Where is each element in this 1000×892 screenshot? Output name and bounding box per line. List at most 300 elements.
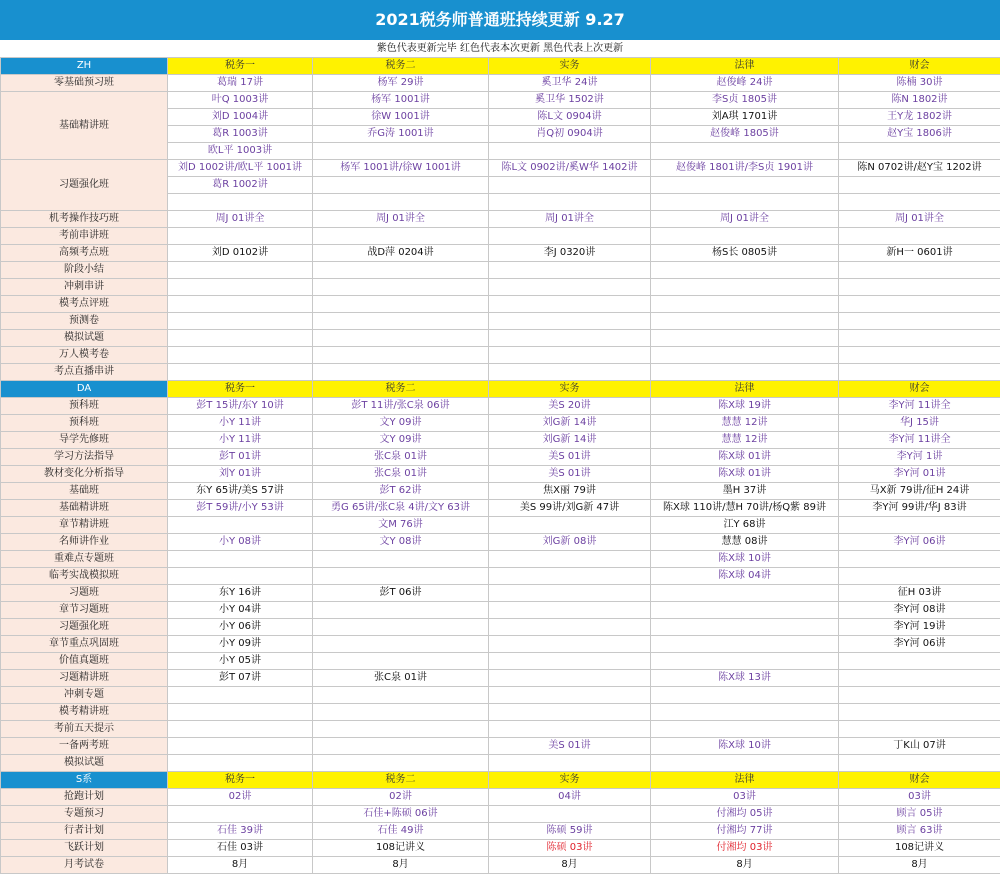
table-cell: 征H 03讲 bbox=[839, 585, 1000, 602]
table-cell: 赵俊峰 1805讲 bbox=[651, 126, 839, 143]
table-cell: 东Y 16讲 bbox=[168, 585, 313, 602]
table-cell bbox=[651, 279, 839, 296]
table-cell bbox=[313, 704, 489, 721]
row-label: 预科班 bbox=[1, 398, 168, 415]
table-cell: 马X新 79讲/征H 24讲 bbox=[839, 483, 1000, 500]
table-cell: 赵Y宝 1806讲 bbox=[839, 126, 1000, 143]
table-row bbox=[1, 823, 1000, 840]
table-row bbox=[1, 653, 1000, 670]
table-cell: 慧慧 12讲 bbox=[651, 415, 839, 432]
table-cell: 03讲 bbox=[651, 789, 839, 806]
table-cell: 张C泉 01讲 bbox=[313, 670, 489, 687]
table-cell bbox=[489, 704, 651, 721]
table-cell: 刘G新 14讲 bbox=[489, 415, 651, 432]
table-cell bbox=[651, 687, 839, 704]
table-cell bbox=[489, 177, 651, 194]
table-cell: 赵俊峰 24讲 bbox=[651, 75, 839, 92]
table-cell bbox=[168, 755, 313, 772]
table-cell: 美S 01讲 bbox=[489, 449, 651, 466]
row-label: 考前串讲班 bbox=[1, 228, 168, 245]
table-row bbox=[1, 857, 1000, 874]
table-cell bbox=[839, 653, 1000, 670]
table-cell: 陈X球 01讲 bbox=[651, 449, 839, 466]
table-cell: 8月 bbox=[313, 857, 489, 874]
row-label: 基础班 bbox=[1, 483, 168, 500]
table-cell bbox=[839, 568, 1000, 585]
table-cell bbox=[839, 262, 1000, 279]
table-cell bbox=[839, 670, 1000, 687]
table-cell: 陈楠 30讲 bbox=[839, 75, 1000, 92]
row-label: 章节重点巩固班 bbox=[1, 636, 168, 653]
table-cell: 8月 bbox=[839, 857, 1000, 874]
table-cell: 陈X球 19讲 bbox=[651, 398, 839, 415]
table-cell bbox=[489, 687, 651, 704]
table-cell: 墨H 37讲 bbox=[651, 483, 839, 500]
table-cell: 文Y 09讲 bbox=[313, 415, 489, 432]
table-cell: 刘D 1004讲 bbox=[168, 109, 313, 126]
table-cell bbox=[168, 721, 313, 738]
table-row bbox=[1, 415, 1000, 432]
table-cell: 周J 01讲全 bbox=[489, 211, 651, 228]
table-cell: 张C泉 01讲 bbox=[313, 449, 489, 466]
table-cell bbox=[168, 738, 313, 755]
table-cell bbox=[168, 330, 313, 347]
table-cell: 彭T 15讲/东Y 10讲 bbox=[168, 398, 313, 415]
table-cell: 彭T 59讲/小Y 53讲 bbox=[168, 500, 313, 517]
row-label: 万人模考卷 bbox=[1, 347, 168, 364]
table-cell bbox=[489, 194, 651, 211]
table-cell: 徐W 1001讲 bbox=[313, 109, 489, 126]
table-cell: 陈X球 01讲 bbox=[651, 466, 839, 483]
table-cell bbox=[313, 143, 489, 160]
table-cell bbox=[313, 313, 489, 330]
row-label: 导学先修班 bbox=[1, 432, 168, 449]
table-cell bbox=[313, 364, 489, 381]
table-cell bbox=[489, 568, 651, 585]
table-cell bbox=[839, 347, 1000, 364]
table-cell bbox=[313, 738, 489, 755]
table-row bbox=[1, 75, 1000, 92]
table-cell bbox=[313, 568, 489, 585]
col-header: 法律 bbox=[651, 58, 839, 75]
table-row bbox=[1, 789, 1000, 806]
table-cell: 付湘均 77讲 bbox=[651, 823, 839, 840]
table-cell: 李Y河 06讲 bbox=[839, 534, 1000, 551]
table-cell bbox=[651, 636, 839, 653]
table-cell: 石佳 39讲 bbox=[168, 823, 313, 840]
table-cell bbox=[839, 704, 1000, 721]
col-header: 税务一 bbox=[168, 772, 313, 789]
table-cell: 刘Y 01讲 bbox=[168, 466, 313, 483]
row-label: 飞跃计划 bbox=[1, 840, 168, 857]
table-cell: 慧慧 08讲 bbox=[651, 534, 839, 551]
table-row bbox=[1, 483, 1000, 500]
col-header: 税务二 bbox=[313, 772, 489, 789]
table-cell bbox=[489, 619, 651, 636]
table-row bbox=[1, 262, 1000, 279]
table-cell: 叶Q 1003讲 bbox=[168, 92, 313, 109]
table-cell bbox=[651, 721, 839, 738]
table-cell bbox=[651, 704, 839, 721]
table-cell: 陈X球 10讲 bbox=[651, 551, 839, 568]
table-cell: 葛R 1003讲 bbox=[168, 126, 313, 143]
table-cell: 小Y 11讲 bbox=[168, 415, 313, 432]
table-cell bbox=[168, 296, 313, 313]
table-cell bbox=[313, 347, 489, 364]
row-label: 习题强化班 bbox=[1, 160, 168, 211]
table-cell bbox=[489, 636, 651, 653]
table-cell bbox=[651, 755, 839, 772]
table-cell: 小Y 06讲 bbox=[168, 619, 313, 636]
table-cell bbox=[489, 330, 651, 347]
table-cell: 小Y 08讲 bbox=[168, 534, 313, 551]
table-row bbox=[1, 534, 1000, 551]
table-cell: 小Y 04讲 bbox=[168, 602, 313, 619]
table-cell bbox=[489, 143, 651, 160]
table-cell: 8月 bbox=[651, 857, 839, 874]
table-cell: 彭T 11讲/张C泉 06讲 bbox=[313, 398, 489, 415]
row-label: 抢跑计划 bbox=[1, 789, 168, 806]
col-header: 法律 bbox=[651, 772, 839, 789]
table-cell bbox=[839, 228, 1000, 245]
col-header: 税务二 bbox=[313, 381, 489, 398]
table-row bbox=[1, 279, 1000, 296]
table-cell bbox=[489, 364, 651, 381]
table-cell: 葛R 1002讲 bbox=[168, 177, 313, 194]
row-label: 预科班 bbox=[1, 415, 168, 432]
table-cell bbox=[651, 177, 839, 194]
table-row bbox=[1, 160, 1000, 177]
table-cell: 杨S长 0805讲 bbox=[651, 245, 839, 262]
table-row bbox=[1, 500, 1000, 517]
table-row bbox=[1, 704, 1000, 721]
row-label: 预测卷 bbox=[1, 313, 168, 330]
table-cell: 江Y 68讲 bbox=[651, 517, 839, 534]
table-row bbox=[1, 211, 1000, 228]
table-cell bbox=[489, 228, 651, 245]
table-cell: 02讲 bbox=[168, 789, 313, 806]
zh-header-row bbox=[1, 58, 1000, 75]
table-row bbox=[1, 398, 1000, 415]
table-cell bbox=[313, 551, 489, 568]
row-label: 模考点评班 bbox=[1, 296, 168, 313]
table-cell: 彭T 62讲 bbox=[313, 483, 489, 500]
table-row bbox=[1, 449, 1000, 466]
sk-header-row bbox=[1, 772, 1000, 789]
row-label: 考前五天提示 bbox=[1, 721, 168, 738]
table-cell: 陈硕 03讲 bbox=[489, 840, 651, 857]
table-cell: 李S贞 1805讲 bbox=[651, 92, 839, 109]
table-cell: 石佳 03讲 bbox=[168, 840, 313, 857]
table-cell bbox=[489, 755, 651, 772]
row-label: 习题强化班 bbox=[1, 619, 168, 636]
table-cell: 勇G 65讲/张C泉 4讲/文Y 63讲 bbox=[313, 500, 489, 517]
row-label: 名师讲作业 bbox=[1, 534, 168, 551]
table-cell bbox=[839, 143, 1000, 160]
color-legend: 紫色代表更新完毕 红色代表本次更新 黑色代表上次更新 bbox=[0, 40, 1000, 58]
table-cell bbox=[839, 296, 1000, 313]
table-cell: 石佳+陈硕 06讲 bbox=[313, 806, 489, 823]
row-label: 专题预习 bbox=[1, 806, 168, 823]
table-cell bbox=[168, 194, 313, 211]
row-label: 章节精讲班 bbox=[1, 517, 168, 534]
table-cell: 葛瑞 17讲 bbox=[168, 75, 313, 92]
table-cell: 东Y 65讲/美S 57讲 bbox=[168, 483, 313, 500]
row-label: 习题精讲班 bbox=[1, 670, 168, 687]
table-cell: 周J 01讲全 bbox=[839, 211, 1000, 228]
table-cell bbox=[168, 364, 313, 381]
col-header: 财会 bbox=[839, 381, 1000, 398]
table-row bbox=[1, 228, 1000, 245]
table-cell: 杨军 1001讲 bbox=[313, 92, 489, 109]
col-header: 税务一 bbox=[168, 58, 313, 75]
row-label: 机考操作技巧班 bbox=[1, 211, 168, 228]
table-cell bbox=[839, 551, 1000, 568]
table-cell bbox=[651, 330, 839, 347]
table-cell bbox=[313, 296, 489, 313]
table-cell: 付湘均 03讲 bbox=[651, 840, 839, 857]
table-cell bbox=[168, 347, 313, 364]
table-row bbox=[1, 432, 1000, 449]
table-cell: 欧L平 1003讲 bbox=[168, 143, 313, 160]
table-row bbox=[1, 721, 1000, 738]
table-cell bbox=[489, 602, 651, 619]
table-cell bbox=[168, 806, 313, 823]
table-cell bbox=[839, 687, 1000, 704]
table-cell: 李Y河 08讲 bbox=[839, 602, 1000, 619]
table-cell bbox=[168, 279, 313, 296]
table-row bbox=[1, 806, 1000, 823]
table-row bbox=[1, 755, 1000, 772]
row-label: 习题班 bbox=[1, 585, 168, 602]
row-label: 基础精讲班 bbox=[1, 500, 168, 517]
table-cell bbox=[313, 228, 489, 245]
table-cell: 彭T 06讲 bbox=[313, 585, 489, 602]
table-cell bbox=[489, 347, 651, 364]
table-cell bbox=[839, 279, 1000, 296]
section-label-sk: S系 bbox=[1, 772, 168, 789]
table-cell bbox=[651, 347, 839, 364]
table-cell: 杨军 1001讲/徐W 1001讲 bbox=[313, 160, 489, 177]
table-cell: 陈X球 110讲/慧H 70讲/杨Q紫 89讲 bbox=[651, 500, 839, 517]
table-cell: 顾言 63讲 bbox=[839, 823, 1000, 840]
table-cell: 张C泉 01讲 bbox=[313, 466, 489, 483]
table-cell: 陈X球 10讲 bbox=[651, 738, 839, 755]
table-cell: 陈L文 0904讲 bbox=[489, 109, 651, 126]
table-cell bbox=[839, 755, 1000, 772]
table-cell bbox=[313, 619, 489, 636]
row-label: 模考精讲班 bbox=[1, 704, 168, 721]
table-cell: 丁K山 07讲 bbox=[839, 738, 1000, 755]
table-cell bbox=[313, 687, 489, 704]
table-row bbox=[1, 585, 1000, 602]
table-cell: 文Y 08讲 bbox=[313, 534, 489, 551]
table-cell bbox=[839, 364, 1000, 381]
table-cell bbox=[489, 653, 651, 670]
table-cell bbox=[313, 636, 489, 653]
table-cell bbox=[651, 262, 839, 279]
table-cell: 李Y河 1讲 bbox=[839, 449, 1000, 466]
table-cell: 陈X球 04讲 bbox=[651, 568, 839, 585]
table-cell bbox=[313, 330, 489, 347]
table-cell: 周J 01讲全 bbox=[651, 211, 839, 228]
row-label: 模拟试题 bbox=[1, 330, 168, 347]
table-cell bbox=[651, 296, 839, 313]
table-cell bbox=[168, 687, 313, 704]
table-cell bbox=[839, 194, 1000, 211]
table-cell: 小Y 11讲 bbox=[168, 432, 313, 449]
row-label: 考点直播串讲 bbox=[1, 364, 168, 381]
table-cell bbox=[313, 653, 489, 670]
table-cell: 杨军 29讲 bbox=[313, 75, 489, 92]
table-cell: 108记讲义 bbox=[839, 840, 1000, 857]
table-cell bbox=[651, 653, 839, 670]
row-label: 章节习题班 bbox=[1, 602, 168, 619]
col-header: 实务 bbox=[489, 772, 651, 789]
table-cell: 刘A琪 1701讲 bbox=[651, 109, 839, 126]
table-row bbox=[1, 347, 1000, 364]
table-cell bbox=[839, 313, 1000, 330]
table-cell: 02讲 bbox=[313, 789, 489, 806]
table-cell bbox=[168, 704, 313, 721]
table-cell: 8月 bbox=[489, 857, 651, 874]
col-header: 财会 bbox=[839, 772, 1000, 789]
table-cell bbox=[313, 755, 489, 772]
table-cell bbox=[489, 806, 651, 823]
table-cell: 焦X丽 79讲 bbox=[489, 483, 651, 500]
table-cell bbox=[651, 602, 839, 619]
table-cell: 新H一 0601讲 bbox=[839, 245, 1000, 262]
table-cell: 慧慧 12讲 bbox=[651, 432, 839, 449]
table-row bbox=[1, 840, 1000, 857]
table-cell bbox=[489, 279, 651, 296]
table-cell bbox=[168, 568, 313, 585]
table-cell: 刘G新 08讲 bbox=[489, 534, 651, 551]
table-cell: 美S 01讲 bbox=[489, 738, 651, 755]
table-row bbox=[1, 551, 1000, 568]
table-cell bbox=[313, 721, 489, 738]
table-cell: 李Y河 11讲全 bbox=[839, 432, 1000, 449]
table-cell: 陈X球 13讲 bbox=[651, 670, 839, 687]
table-cell: 陈N 0702讲/赵Y宝 1202讲 bbox=[839, 160, 1000, 177]
table-cell bbox=[839, 177, 1000, 194]
col-header: 法律 bbox=[651, 381, 839, 398]
section-label-zh: ZH bbox=[1, 58, 168, 75]
row-label: 模拟试题 bbox=[1, 755, 168, 772]
table-cell bbox=[651, 585, 839, 602]
table-cell bbox=[168, 313, 313, 330]
table-cell bbox=[313, 602, 489, 619]
row-label: 一备两考班 bbox=[1, 738, 168, 755]
table-cell: 战D萍 0204讲 bbox=[313, 245, 489, 262]
row-label: 重难点专题班 bbox=[1, 551, 168, 568]
table-cell: 李J 0320讲 bbox=[489, 245, 651, 262]
table-cell bbox=[489, 296, 651, 313]
col-header: 实务 bbox=[489, 381, 651, 398]
table-cell: 李Y河 06讲 bbox=[839, 636, 1000, 653]
table-cell: 04讲 bbox=[489, 789, 651, 806]
table-cell bbox=[489, 585, 651, 602]
table-cell bbox=[651, 313, 839, 330]
row-label: 冲刺串讲 bbox=[1, 279, 168, 296]
table-cell bbox=[489, 721, 651, 738]
table-row bbox=[1, 602, 1000, 619]
table-row bbox=[1, 517, 1000, 534]
row-label: 临考实战模拟班 bbox=[1, 568, 168, 585]
table-cell: 石佳 49讲 bbox=[313, 823, 489, 840]
table-cell: 王Y龙 1802讲 bbox=[839, 109, 1000, 126]
row-label: 基础精讲班 bbox=[1, 92, 168, 160]
row-label: 阶段小结 bbox=[1, 262, 168, 279]
col-header: 税务二 bbox=[313, 58, 489, 75]
table-cell bbox=[839, 517, 1000, 534]
table-cell: 彭T 01讲 bbox=[168, 449, 313, 466]
table-cell bbox=[489, 262, 651, 279]
row-label: 冲刺专题 bbox=[1, 687, 168, 704]
table-cell: 李Y河 11讲全 bbox=[839, 398, 1000, 415]
table-cell: 文M 76讲 bbox=[313, 517, 489, 534]
row-label: 月考试卷 bbox=[1, 857, 168, 874]
table-cell bbox=[651, 619, 839, 636]
section-label-da: DA bbox=[1, 381, 168, 398]
table-cell: 刘D 1002讲/欧L平 1001讲 bbox=[168, 160, 313, 177]
table-cell: 李Y河 01讲 bbox=[839, 466, 1000, 483]
table-cell: 文Y 09讲 bbox=[313, 432, 489, 449]
table-cell: 陈N 1802讲 bbox=[839, 92, 1000, 109]
table-row bbox=[1, 568, 1000, 585]
row-label: 价值真题班 bbox=[1, 653, 168, 670]
table-cell: 彭T 07讲 bbox=[168, 670, 313, 687]
col-header: 财会 bbox=[839, 58, 1000, 75]
col-header: 税务一 bbox=[168, 381, 313, 398]
table-cell: 刘G新 14讲 bbox=[489, 432, 651, 449]
table-row bbox=[1, 330, 1000, 347]
table-cell bbox=[651, 143, 839, 160]
table-cell: 奚卫华 1502讲 bbox=[489, 92, 651, 109]
table-cell: 付湘均 05讲 bbox=[651, 806, 839, 823]
table-cell: 陈L文 0902讲/奚W华 1402讲 bbox=[489, 160, 651, 177]
table-cell bbox=[168, 228, 313, 245]
table-cell: 小Y 05讲 bbox=[168, 653, 313, 670]
table-row bbox=[1, 92, 1000, 109]
table-row bbox=[1, 670, 1000, 687]
table-cell: 小Y 09讲 bbox=[168, 636, 313, 653]
table-cell bbox=[651, 364, 839, 381]
table-cell bbox=[489, 313, 651, 330]
table-cell bbox=[313, 194, 489, 211]
table-cell bbox=[313, 177, 489, 194]
table-cell: 美S 01讲 bbox=[489, 466, 651, 483]
table-cell bbox=[651, 194, 839, 211]
table-cell bbox=[168, 517, 313, 534]
table-cell bbox=[839, 330, 1000, 347]
table-cell: 周J 01讲全 bbox=[168, 211, 313, 228]
row-label: 学习方法指导 bbox=[1, 449, 168, 466]
table-cell: 李Y河 99讲/华J 83讲 bbox=[839, 500, 1000, 517]
table-cell: 乔G涛 1001讲 bbox=[313, 126, 489, 143]
table-cell bbox=[168, 262, 313, 279]
table-cell bbox=[168, 551, 313, 568]
table-cell: 顾言 05讲 bbox=[839, 806, 1000, 823]
row-label: 零基础预习班 bbox=[1, 75, 168, 92]
table-row bbox=[1, 364, 1000, 381]
table-row bbox=[1, 466, 1000, 483]
table-cell: 陈硕 59讲 bbox=[489, 823, 651, 840]
table-row bbox=[1, 738, 1000, 755]
table-cell bbox=[313, 279, 489, 296]
table-cell bbox=[489, 517, 651, 534]
table-cell: 赵俊峰 1801讲/李S贞 1901讲 bbox=[651, 160, 839, 177]
